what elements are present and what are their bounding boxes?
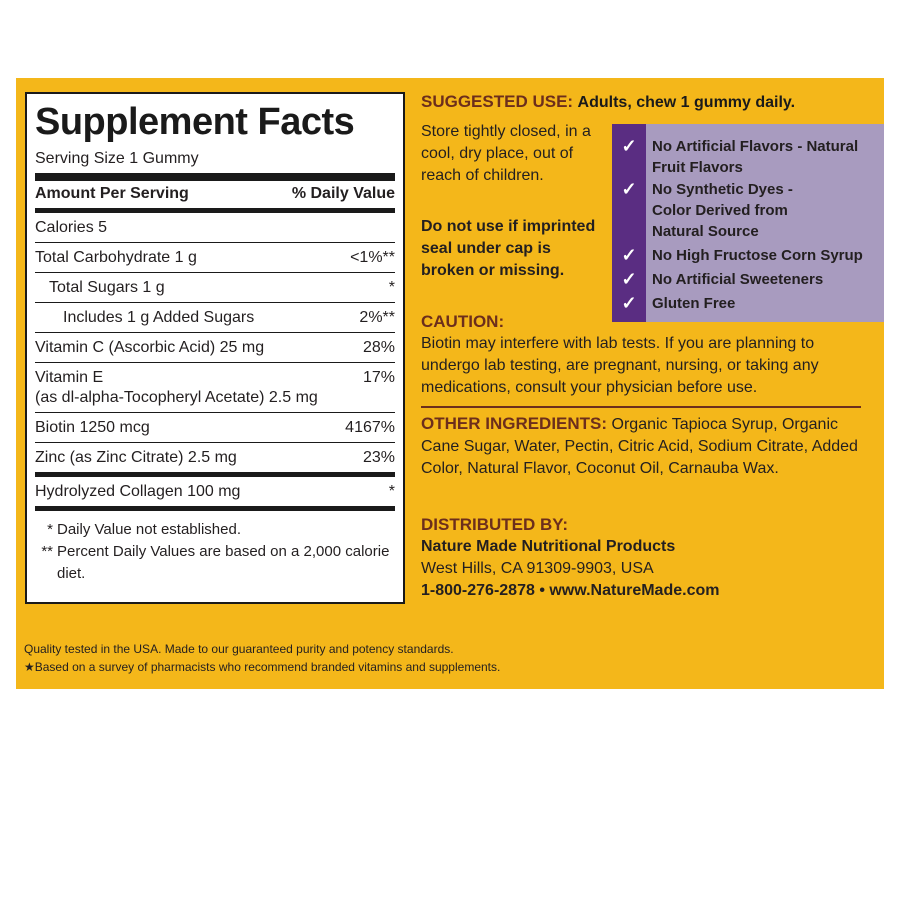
distributor-company: Nature Made Nutritional Products xyxy=(421,538,676,555)
facts-row-vitamin-c xyxy=(35,332,395,362)
claim-text: No High Fructose Corn Syrup xyxy=(652,247,863,264)
nutrient-dv: * xyxy=(388,279,395,296)
ingredients-heading: OTHER INGREDIENTS: xyxy=(421,414,608,433)
distributor-heading: DISTRIBUTED BY: xyxy=(421,515,569,534)
check-icon: ✓ xyxy=(621,179,637,199)
check-icon: ✓ xyxy=(621,245,637,265)
facts-row-vitamin-e xyxy=(35,362,395,412)
footnote xyxy=(35,541,395,585)
nutrient-dv: * xyxy=(388,483,395,500)
nutrient-name: Includes 1 g Added Sugars xyxy=(63,309,255,326)
facts-title: Supplement Facts xyxy=(35,101,355,143)
nutrient-name: Biotin 1250 mcg xyxy=(35,419,150,436)
nutrient-dv: <1%** xyxy=(350,249,395,266)
distributor-section xyxy=(421,514,866,602)
facts-row-biotin xyxy=(35,412,395,442)
facts-row-collagen xyxy=(35,477,395,506)
supplement-facts-panel xyxy=(25,92,405,604)
section-divider xyxy=(421,406,861,408)
survey-statement: ★Based on a survey of pharmacists who recommend branded vitamins and supplements. xyxy=(24,660,501,674)
quality-statement: Quality tested in the USA. Made to our guaranteed purity and potency standards. xyxy=(24,642,454,656)
nutrient-name: Vitamin C (Ascorbic Acid) 25 mg xyxy=(35,339,265,356)
nutrient-name-main: Vitamin E xyxy=(35,369,104,386)
facts-row-total-sugars xyxy=(35,272,395,302)
label-footer xyxy=(24,640,500,676)
caution-heading: CAUTION: xyxy=(421,312,505,331)
thick-rule xyxy=(35,173,395,181)
facts-header xyxy=(35,181,395,208)
footnote-mark: ** xyxy=(41,543,53,560)
check-icon: ✓ xyxy=(621,293,637,313)
claim-item xyxy=(612,136,884,178)
nutrient-dv: 4167% xyxy=(345,419,395,436)
claim-text: No Synthetic Dyes - Color Derived from Natural Source xyxy=(652,181,793,240)
facts-row-carbohydrate xyxy=(35,242,395,272)
amount-per-serving-label: Amount Per Serving xyxy=(35,185,189,202)
nutrient-dv: 2%** xyxy=(359,309,395,326)
claim-text: No Artificial Flavors - Natural Fruit Flavors xyxy=(652,138,859,176)
facts-row-calories xyxy=(35,213,395,242)
suggested-use-text: Adults, chew 1 gummy daily. xyxy=(577,94,796,111)
ingredients-text: Organic Tapioca Syrup, Organic Cane Sugar, Water, Pectin, Citric Acid, Sodium Citrate, Added Color, Natural Flavor, Coconut Oil, Carnauba Wax. xyxy=(421,416,858,477)
nutrient-name: Total Sugars 1 g xyxy=(49,279,165,296)
distributor-contact: 1-800-276-2878 • www.NatureMade.com xyxy=(421,582,720,599)
storage-instructions: Store tightly closed, in a cool, dry place, out of reach of children. xyxy=(421,123,591,184)
suggested-use xyxy=(421,92,795,113)
nutrient-dv: 28% xyxy=(362,339,395,356)
nutrient-name: Hydrolyzed Collagen 100 mg xyxy=(35,483,241,500)
distributor-address: West Hills, CA 91309-9903, USA xyxy=(421,560,654,577)
suggested-use-heading: SUGGESTED USE: xyxy=(421,92,574,111)
nutrient-name: Total Carbohydrate 1 g xyxy=(35,249,197,266)
footnote-text: Percent Daily Values are based on a 2,000 calorie diet. xyxy=(57,543,390,582)
claim-text: Gluten Free xyxy=(652,295,736,312)
footnote-text: Daily Value not established. xyxy=(57,521,241,538)
facts-row-added-sugars xyxy=(35,302,395,332)
serving-size: Serving Size 1 Gummy xyxy=(35,150,199,167)
footnote-mark: * xyxy=(47,521,53,538)
claim-item xyxy=(612,269,884,290)
nutrient-name: Zinc (as Zinc Citrate) 2.5 mg xyxy=(35,449,237,466)
ingredients-section xyxy=(421,413,866,480)
nutrient-name: Calories 5 xyxy=(35,219,108,236)
nutrient-dv: 17% xyxy=(362,369,395,386)
claim-item xyxy=(612,245,884,266)
footnote xyxy=(35,519,395,541)
check-icon: ✓ xyxy=(621,136,637,156)
nutrient-dv: 23% xyxy=(362,449,395,466)
claim-text: No Artificial Sweeteners xyxy=(652,271,824,288)
facts-row-zinc xyxy=(35,442,395,472)
nutrient-name xyxy=(35,368,318,408)
nutrient-name-detail: (as dl-alpha-Tocopheryl Acetate) 2.5 mg xyxy=(35,389,318,406)
claims-box xyxy=(612,124,884,322)
seal-warning: Do not use if imprinted seal under cap is broken or missing. xyxy=(421,218,596,279)
claim-item xyxy=(612,179,884,242)
check-icon: ✓ xyxy=(621,269,637,289)
facts-footnotes xyxy=(35,511,395,585)
caution-text: Biotin may interfere with lab tests. If you are planning to undergo lab testing, are pregnant, nursing, or taking any medications, consult your physician before use. xyxy=(421,335,819,396)
caution-section xyxy=(421,311,871,399)
daily-value-label: % Daily Value xyxy=(291,185,395,202)
